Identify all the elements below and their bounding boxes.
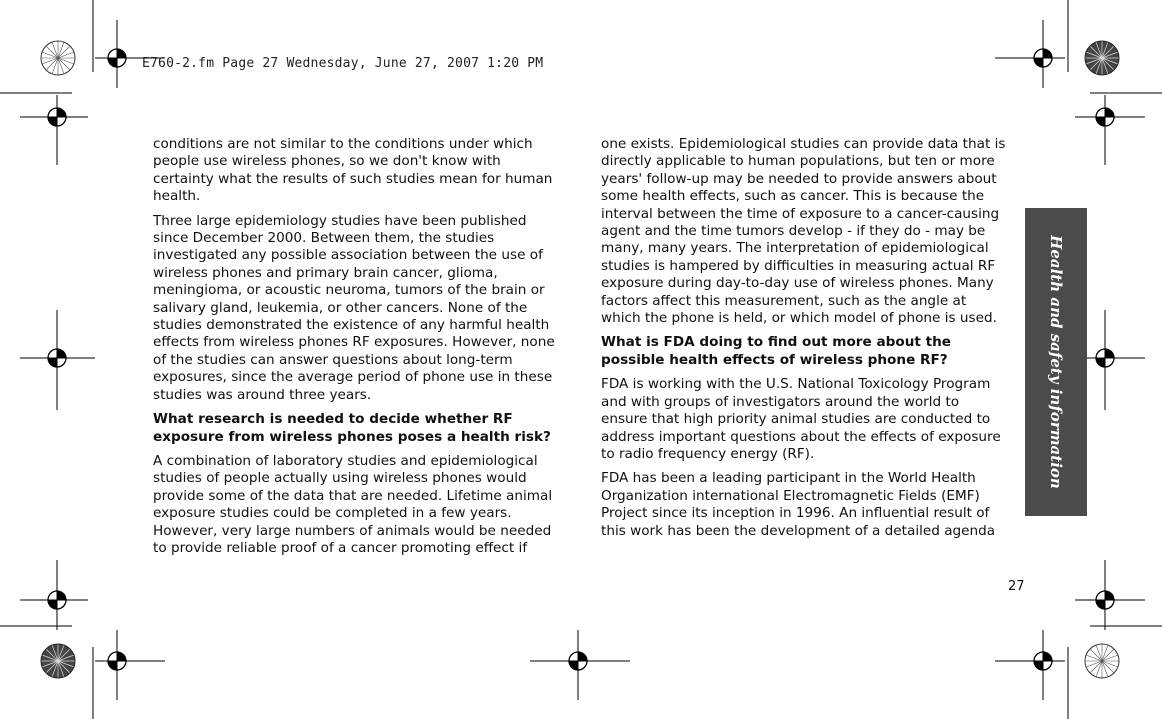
paragraph: one exists. Epidemiological studies can provide data that is directly applicable to human populations, but ten or more years' follow-up may be needed to provide answers about some health effects, such as cancer. This is because the interval between the time of exposure to a cancer-causing agent and the time tumors develop - if they do - may be many, many years. The interpretation of epidemiological studies is hampered by difficulties in measuring actual RF exposure during day-to-day use of wireless phones. Many factors affect this measurement, such as the angle at which the phone is held, or which model of phone is used. xyxy=(601,136,1006,327)
file-stamp: E760-2.fm Page 27 Wednesday, June 27, 2007 1:20 PM xyxy=(142,56,544,71)
section-tab xyxy=(1025,208,1087,516)
question-heading: What research is needed to decide whether RF exposure from wireless phones poses a health risk? xyxy=(153,411,551,445)
paragraph: A combination of laboratory studies and epidemiological studies of people actually using wireless phones would provide some of the data that are needed. Lifetime animal exposure studies could be completed in a few years. However, very large numbers of animals would be needed to provide reliable proof of a cancer promoting effect if xyxy=(153,452,553,556)
paragraph: Three large epidemiology studies have been published since December 2000. Between them, the studies investigated any possible association between the use of wireless phones and primary brain cancer, glioma, meningioma, or acoustic neuroma, tumors of the brain or salivary gland, leukemia, or other cancers. None of the studies demonstrated the existence of any harmful health effects from wireless phones RF exposures. However, none of the studies can answer questions about long-term exposures, since the average period of phone use in these studies was around three years. xyxy=(153,212,555,403)
section-tab-label: Health and safety information xyxy=(1047,235,1065,489)
paragraph: FDA is working with the U.S. National Toxicology Program and with groups of investigators around the world to ensure that high priority animal studies are conducted to address important questions about the effects of exposure to radio frequency energy (RF). xyxy=(601,376,1001,462)
paragraph: FDA has been a leading participant in the World Health Organization international Electromagnetic Fields (EMF) Project since its inception in 1996. An influential result of this work has been the development of a detailed agenda xyxy=(601,470,996,539)
question-heading: What is FDA doing to find out more about the possible health effects of wireless phone RF? xyxy=(601,334,951,368)
left-column xyxy=(153,136,559,564)
right-column xyxy=(601,136,1007,547)
page-number: 27 xyxy=(1008,579,1025,594)
paragraph: conditions are not similar to the conditions under which people use wireless phones, so we don't know with certainty what the results of such studies mean for human health. xyxy=(153,136,553,205)
